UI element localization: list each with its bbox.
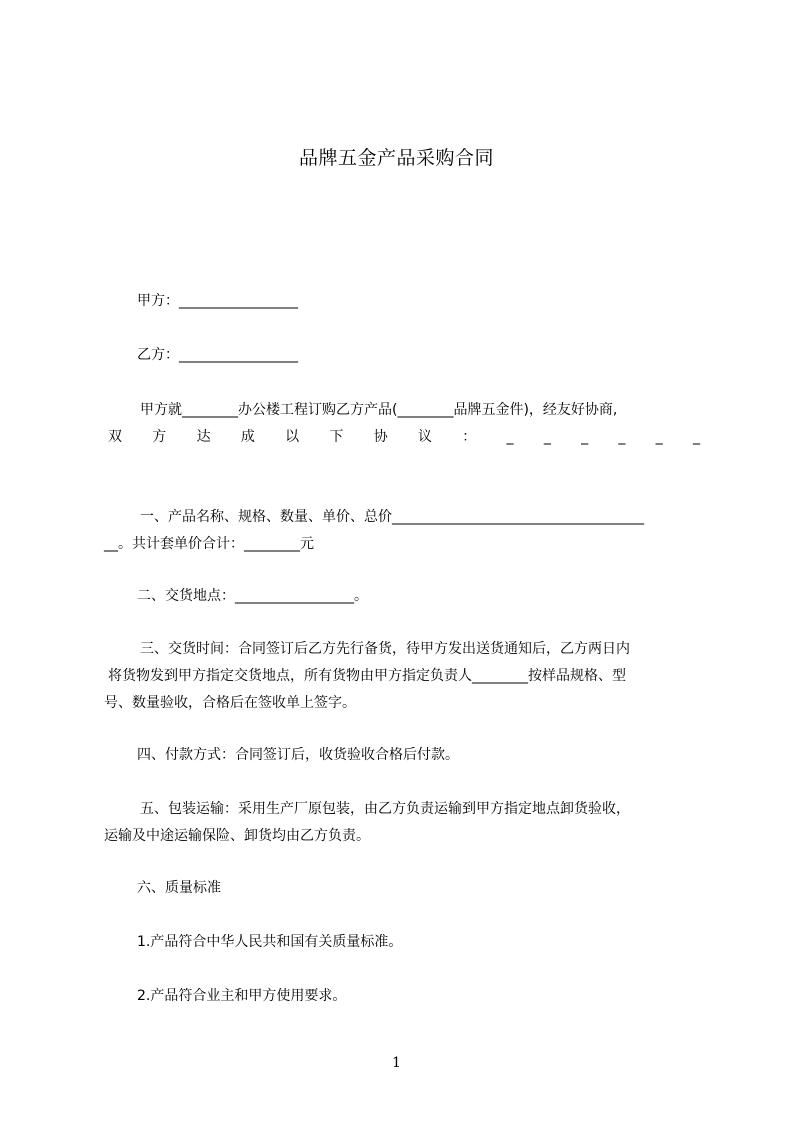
clause-3-line-1: 三、交货时间：合同签订后乙方先行备货，待甲方发出送货通知后，乙方两日内 — [140, 641, 630, 657]
clause-1-line-1: 一、产品名称、规格、数量、单价、总价____________________________________ — [140, 509, 644, 525]
intro-line-2-char: 下 — [329, 429, 344, 445]
clause-5-line-2: 运输及中途运输保险、卸货均由乙方负责。 — [104, 828, 370, 844]
clause-4: 四、付款方式：合同签订后，收货验收合格后付款。 — [137, 747, 459, 763]
intro-line-2-char: _ — [618, 429, 626, 445]
intro-line-2-char: _ — [692, 429, 700, 445]
intro-line-2-char: 以 — [285, 429, 300, 445]
intro-line-2 — [108, 428, 700, 446]
intro-line-2-char: 方 — [152, 429, 167, 445]
clause-3-line-2: 将货物发到甲方指定交货地点，所有货物由甲方指定负责人________按样品规格、型 — [108, 668, 626, 684]
intro-line-2-char: _ — [543, 429, 551, 445]
page-number: 1 — [392, 1055, 401, 1071]
document-title: 品牌五金产品采购合同 — [298, 147, 494, 169]
intro-line-2-char: 成 — [240, 429, 255, 445]
party-a-line: 甲方：_________________ — [137, 293, 298, 309]
clause-6-item-2: 2.产品符合业主和甲方使用要求。 — [137, 988, 347, 1004]
intro-line-1: 甲方就________办公楼工程订购乙方产品(________品牌五金件)，经友好协商, — [140, 402, 618, 418]
intro-line-2-char: 达 — [196, 429, 211, 445]
clause-3-line-3: 号、数量验收，合格后在签收单上签字。 — [104, 695, 356, 711]
intro-line-2-char: 双 — [108, 429, 122, 445]
intro-line-2-char: _ — [581, 429, 589, 445]
intro-line-2-char: 议 — [417, 429, 432, 445]
intro-line-2-char: 协 — [373, 429, 388, 445]
intro-line-2-char: _ — [655, 429, 663, 445]
intro-line-2-char: _ — [506, 429, 514, 445]
clause-1-line-2: __。共计套单价合计：________元 — [104, 536, 314, 552]
party-b-line: 乙方：_________________ — [137, 347, 298, 363]
clause-5-line-1: 五、包装运输：采用生产厂原包装，由乙方负责运输到甲方指定地点卸货验收， — [140, 801, 630, 817]
clause-6-title: 六、质量标准 — [137, 880, 221, 896]
clause-2: 二、交货地点：_________________。 — [137, 588, 368, 604]
intro-line-2-char: ： — [462, 429, 477, 445]
clause-6-item-1: 1.产品符合中华人民共和国有关质量标准。 — [137, 934, 403, 950]
